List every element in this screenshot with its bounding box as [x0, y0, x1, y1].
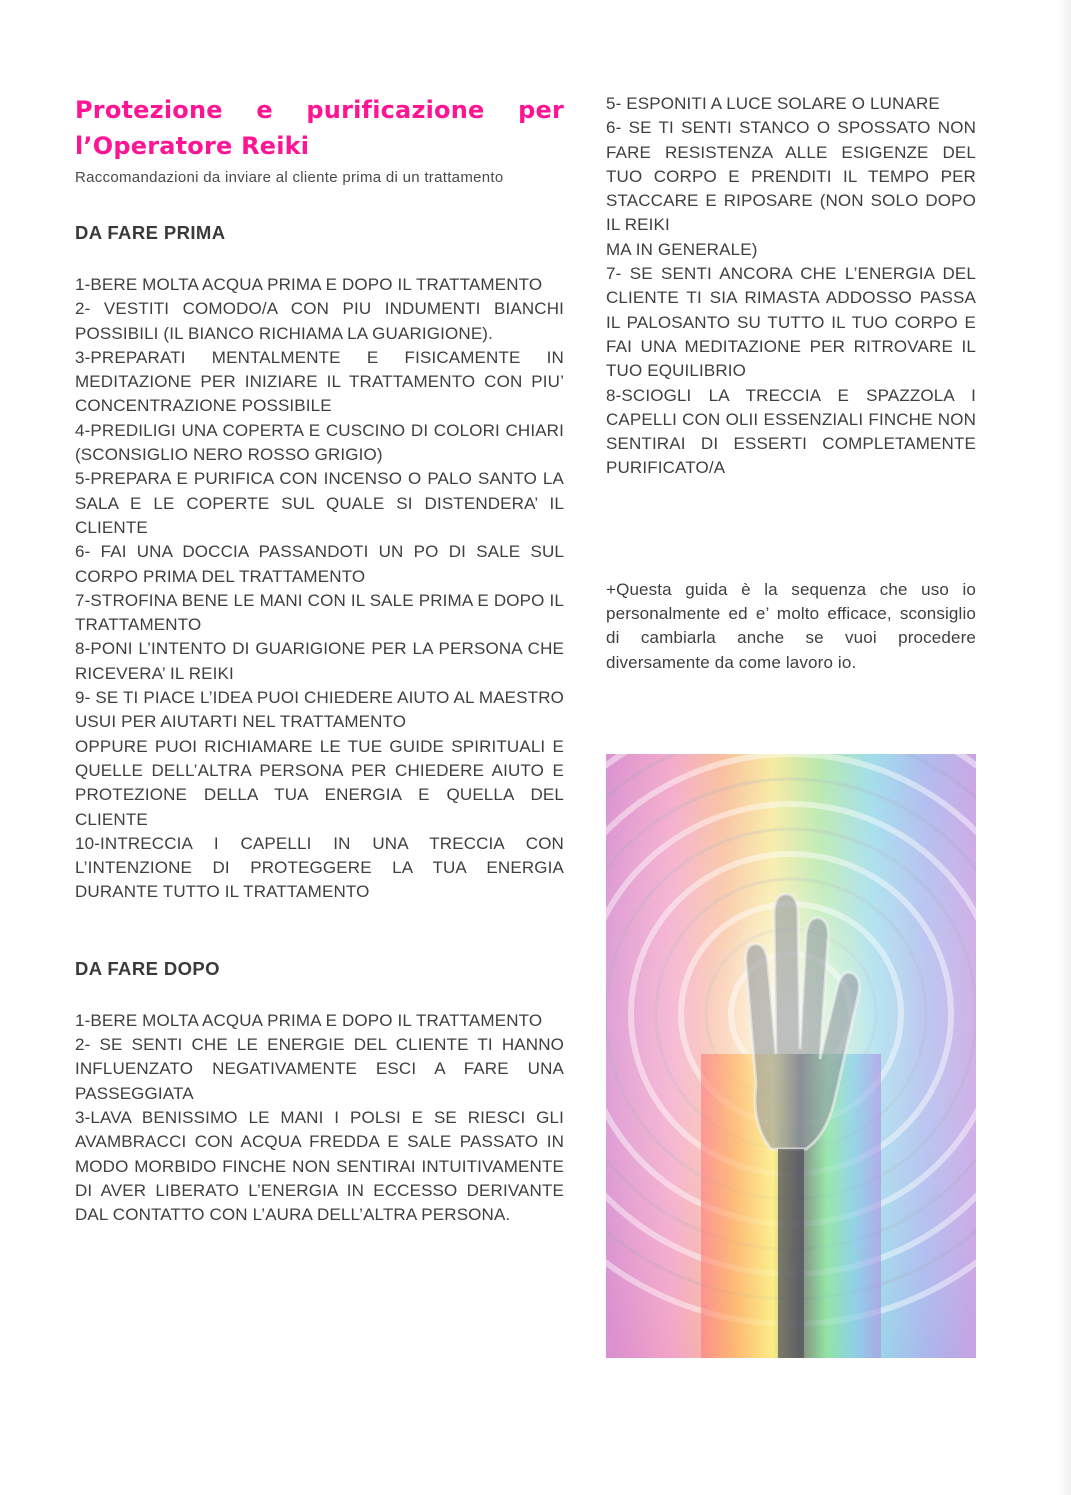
- list-item: 8-PONI L’INTENTO DI GUARIGIONE PER LA PERSONA CHE RICEVERA’ IL REIKI: [75, 639, 564, 683]
- list-item: 6- SE TI SENTI STANCO O SPOSSATO NON FARE RESISTENZA ALLE ESIGENZE DEL TUO CORPO E PRENDITI IL TEMPO PER STACCARE E RIPOSARE (NON SOLO DOPO IL REIKI: [606, 118, 976, 235]
- section-after-list: [75, 1009, 564, 1228]
- left-column: [75, 92, 564, 1227]
- list-item: 4-PREDILIGI UNA COPERTA E CUSCINO DI COLORI CHIARI (SCONSIGLIO NERO ROSSO GRIGIO): [75, 420, 564, 465]
- list-item: 7-STROFINA BENE LE MANI CON IL SALE PRIMA E DOPO IL TRATTAMENTO: [75, 590, 564, 635]
- page-subtitle: Raccomandazioni da inviare al cliente prima di un trattamento: [75, 169, 504, 186]
- list-item: 3-LAVA BENISSIMO LE MANI I POLSI E SE RIESCI GLI AVAMBRACCI CON ACQUA FREDDA E SALE PASSATO IN MODO MORBIDO FINCHE NON SENTIRAI INTUITIVAMENTE DI AVER LIBERATO L’ENERGIA IN ECCESSO DERIVANTE DAL CONTATTO CON L’AURA DELL’ALTRA PERSONA.: [75, 1107, 564, 1225]
- section-after-continued-list: [606, 92, 976, 481]
- list-item: 1-BERE MOLTA ACQUA PRIMA E DOPO IL TRATTAMENTO: [75, 275, 543, 294]
- list-item: 2- VESTITI COMODO/A CON PIU INDUMENTI BIANCHI POSSIBILI (IL BIANCO RICHIAMA LA GUARIGIONE).: [75, 299, 564, 343]
- list-item: OPPURE PUOI RICHIAMARE LE TUE GUIDE SPIRITUALI E QUELLE DELL’ALTRA PERSONA PER CHIEDERE AIUTO E PROTEZIONE DELLA TUA ENERGIA E QUELLA DEL CLIENTE: [75, 736, 564, 829]
- list-item: 2- SE SENTI CHE LE ENERGIE DEL CLIENTE TI HANNO INFLUENZATO NEGATIVAMENTE ESCI A FARE UNA PASSEGGIATA: [75, 1035, 564, 1103]
- note-text: +Questa guida è la sequenza che uso io personalmente ed e’ molto efficace, sconsiglio di cambiarla anche se vuoi procedere diversamente da come lavoro io.: [606, 579, 976, 672]
- list-item: 5- ESPONITI A LUCE SOLARE O LUNARE: [606, 94, 940, 113]
- list-item: 9- SE TI PIACE L’IDEA PUOI CHIEDERE AIUTO AL MAESTRO USUI PER AIUTARTI NEL TRATTAMENTO: [75, 688, 564, 732]
- list-item: 6- FAI UNA DOCCIA PASSANDOTI UN PO DI SALE SUL CORPO PRIMA DEL TRATTAMENTO: [75, 542, 564, 586]
- list-item: 1-BERE MOLTA ACQUA PRIMA E DOPO IL TRATTAMENTO: [75, 1010, 543, 1030]
- list-item: MA IN GENERALE): [606, 239, 758, 259]
- page-edge: [1057, 0, 1071, 1495]
- guide-note: [606, 578, 976, 675]
- list-item: 10-INTRECCIA I CAPELLI IN UNA TRECCIA CON L’INTENZIONE DI PROTEGGERE LA TUA ENERGIA DURANTE TUTTO IL TRATTAMENTO: [75, 833, 564, 902]
- section-heading-after: DA FARE DOPO: [75, 957, 220, 979]
- list-item: 7- SE SENTI ANCORA CHE L’ENERGIA DEL CLIENTE TI SIA RIMASTA ADDOSSO PASSA IL PALOSANTO SU TUTTO IL TUO CORPO E FAI UNA MEDITAZIONE PER RITROVARE IL TUO EQUILIBRIO: [606, 264, 976, 381]
- reiki-hand-rainbow-illustration-icon: [606, 754, 976, 1358]
- list-item: 8-SCIOGLI LA TRECCIA E SPAZZOLA I CAPELLI CON OLII ESSENZIALI FINCHE NON SENTIRAI DI ESSERTI COMPLETAMENTE PURIFICATO/A: [606, 385, 976, 478]
- page-title: Protezione e purificazione per l’Operatore Reiki: [75, 96, 564, 160]
- reiki-hand-image: [606, 754, 976, 1358]
- section-heading-before: DA FARE PRIMA: [75, 222, 226, 243]
- list-item: 5-PREPARA E PURIFICA CON INCENSO O PALO SANTO LA SALA E LE COPERTE SUL QUALE SI DISTENDERA’ IL CLIENTE: [75, 469, 564, 537]
- right-column: [606, 92, 976, 675]
- list-item: 3-PREPARATI MENTALMENTE E FISICAMENTE IN MEDITAZIONE PER INIZIARE IL TRATTAMENTO CON PIU’ CONCENTRAZIONE POSSIBILE: [75, 347, 564, 416]
- section-before-list: [75, 273, 564, 905]
